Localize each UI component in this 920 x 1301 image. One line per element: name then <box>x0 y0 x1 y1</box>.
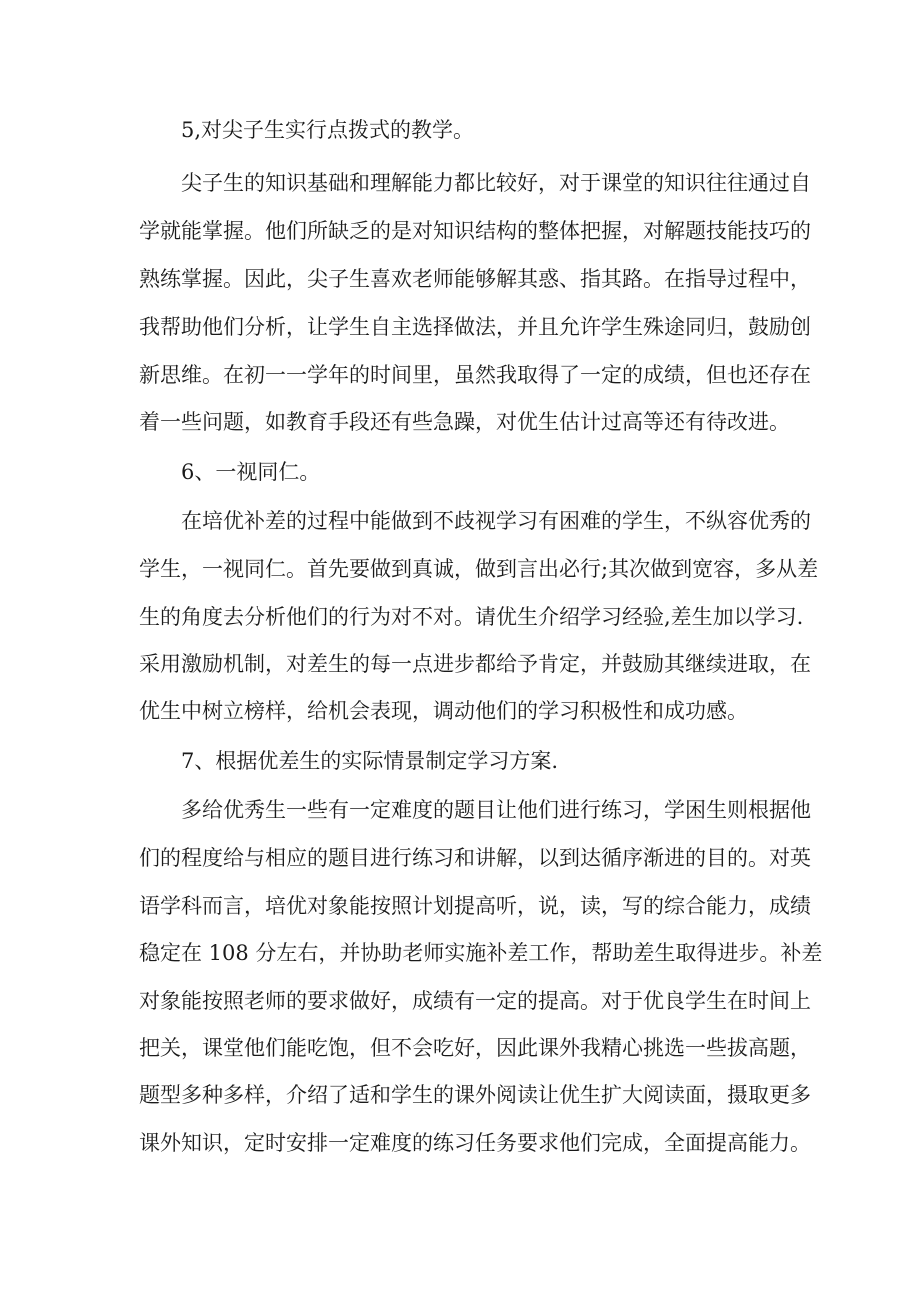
paragraph-line: 新思维。在初一一学年的时间里，虽然我取得了一定的成绩，但也还存在 <box>139 363 811 387</box>
paragraph-line: 优生中树立榜样，给机会表现，调动他们的学习积极性和成功感。 <box>139 699 748 723</box>
paragraph-line: 尖子生的知识基础和理解能力都比较好，对于课堂的知识往往通过自 <box>181 171 811 195</box>
section-heading-5: 5,对尖子生实行点拨式的教学。 <box>181 118 475 142</box>
paragraph-line: 学生，一视同仁。首先要做到真诚，做到言出必行;其次做到宽容，多从差 <box>139 557 819 581</box>
paragraph-line: 采用激励机制，对差生的每一点进步都给予肯定，并鼓励其继续进取，在 <box>139 652 811 676</box>
section-heading-6: 6、一视同仁。 <box>181 460 321 484</box>
paragraph-line: 熟练掌握。因此，尖子生喜欢老师能够解其惑、指其路。在指导过程中， <box>139 267 811 291</box>
paragraph-line: 学就能掌握。他们所缺乏的是对知识结构的整体把握，对解题技能技巧的 <box>139 219 811 243</box>
paragraph-line: 在培优补差的过程中能做到不歧视学习有困难的学生，不纵容优秀的 <box>181 509 811 533</box>
paragraph-line: 多给优秀生一些有一定难度的题目让他们进行练习，学困生则根据他 <box>181 798 811 822</box>
paragraph-line: 对象能按照老师的要求做好，成绩有一定的提高。对于优良学生在时间上 <box>139 989 811 1013</box>
paragraph-line: 我帮助他们分析，让学生自主选择做法，并且允许学生殊途同归，鼓励创 <box>139 315 811 339</box>
paragraph-line: 题型多种多样，介绍了适和学生的课外阅读让优生扩大阅读面，摄取更多 <box>139 1083 811 1107</box>
paragraph-line: 把关，课堂他们能吃饱，但不会吃好，因此课外我精心挑选一些拔高题， <box>139 1036 811 1060</box>
paragraph-line: 们的程度给与相应的题目进行练习和讲解，以到达循序渐进的目的。对英 <box>139 846 811 870</box>
paragraph-line: 语学科而言，培优对象能按照计划提高听，说，读，写的综合能力，成绩 <box>139 894 811 918</box>
section-heading-7: 7、根据优差生的实际情景制定学习方案. <box>181 749 559 773</box>
paragraph-line: 稳定在 108 分左右，并协助老师实施补差工作，帮助差生取得进步。补差 <box>139 941 823 965</box>
paragraph-line: 着一些问题，如教育手段还有些急躁，对优生估计过高等还有待改进。 <box>139 410 790 434</box>
paragraph-line: 课外知识，定时安排一定难度的练习任务要求他们完成，全面提高能力。 <box>139 1131 811 1155</box>
paragraph-line: 生的角度去分析他们的行为对不对。请优生介绍学习经验,差生加以学习. <box>139 605 804 629</box>
